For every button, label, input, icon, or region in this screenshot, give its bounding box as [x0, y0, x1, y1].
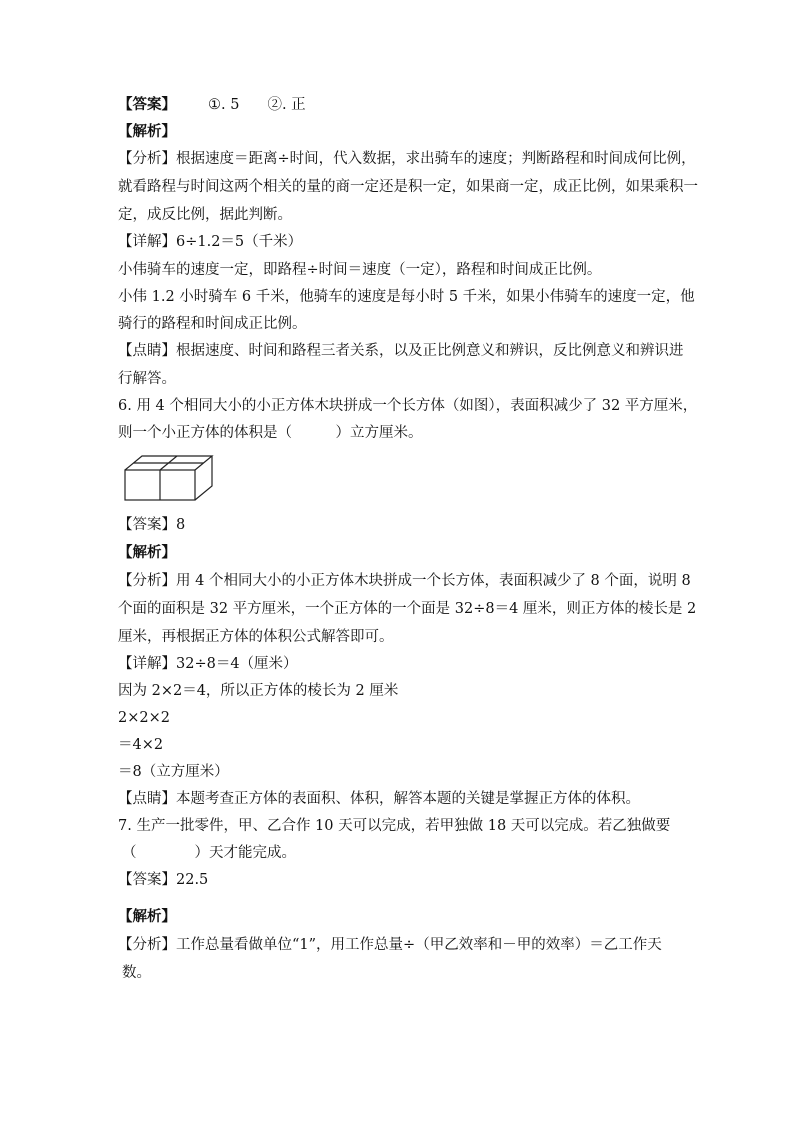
analysis-text-line: 【分析】用 4 个相同大小的小正方体木块拼成一个长方体，表面积减少了 8 个面，说明 8 — [118, 573, 691, 589]
detail-line: 【详解】6÷1.2＝5（千米） — [118, 234, 303, 250]
detail-line: 小伟骑车的速度一定，即路程÷时间＝速度（一定），路程和时间成正比例。 — [118, 262, 602, 278]
q5-answer-line — [118, 95, 334, 115]
analysis-text-line: 【分析】工作总量看做单位“1”，用工作总量÷（甲乙效率和－甲的效率）＝乙工作天 — [118, 937, 662, 953]
answer-item-1: ①. 5 — [208, 97, 240, 113]
analysis-heading: 【解析】 — [118, 545, 176, 561]
cuboid-figure — [122, 452, 214, 502]
analysis-text-line: 就看路程与时间这两个相关的量的商一定还是积一定，如果商一定，成正比例，如果乘积一 — [118, 179, 698, 195]
q7-answer: 【答案】22.5 — [118, 872, 209, 888]
question-6-text: 则一个小正方体的体积是（ ）立方厘米。 — [118, 425, 423, 441]
q6-answer: 【答案】8 — [118, 517, 186, 533]
analysis-text-line: 个面的面积是 32 平方厘米，一个正方体的一个面是 32÷8＝4 厘米，则正方体的棱长是 2 — [118, 601, 697, 617]
question-6-text: 6. 用 4 个相同大小的小正方体木块拼成一个长方体（如图），表面积减少了 32 平方厘米， — [118, 398, 698, 414]
detail-line: ＝8（立方厘米） — [118, 764, 229, 780]
answer-item-2: ②. 正 — [267, 97, 306, 113]
analysis-text-line: 数。 — [122, 965, 151, 981]
detail-line: 【详解】32÷8＝4（厘米） — [118, 656, 298, 672]
detail-line: 2×2×2 — [118, 710, 170, 726]
comment-line: 【点睛】本题考查正方体的表面积、体积，解答本题的关键是掌握正方体的体积。 — [118, 791, 640, 807]
analysis-heading: 【解析】 — [118, 909, 176, 925]
detail-line: 骑行的路程和时间成正比例。 — [118, 316, 307, 332]
comment-line: 行解答。 — [118, 371, 176, 387]
detail-line: ＝4×2 — [118, 737, 164, 753]
analysis-text-line: 定，成反比例，据此判断。 — [118, 207, 292, 223]
analysis-heading: 【解析】 — [118, 124, 176, 140]
detail-line: 因为 2×2＝4，所以正方体的棱长为 2 厘米 — [118, 683, 399, 699]
analysis-text-line: 【分析】根据速度＝距离÷时间，代入数据，求出骑车的速度；判断路程和时间成何比例， — [118, 151, 696, 167]
question-7-text: 7. 生产一批零件，甲、乙合作 10 天可以完成，若甲独做 18 天可以完成。若乙独做要 — [118, 818, 671, 834]
question-7-text: （ ）天才能完成。 — [122, 845, 296, 861]
answer-tag: 【答案】 — [118, 97, 176, 113]
detail-line: 小伟 1.2 小时骑车 6 千米，他骑车的速度是每小时 5 千米，如果小伟骑车的速度一定，他 — [118, 289, 695, 305]
comment-line: 【点睛】根据速度、时间和路程三者关系，以及正比例意义和辨识，反比例意义和辨识进 — [118, 343, 684, 359]
analysis-text-line: 厘米，再根据正方体的体积公式解答即可。 — [118, 629, 394, 645]
